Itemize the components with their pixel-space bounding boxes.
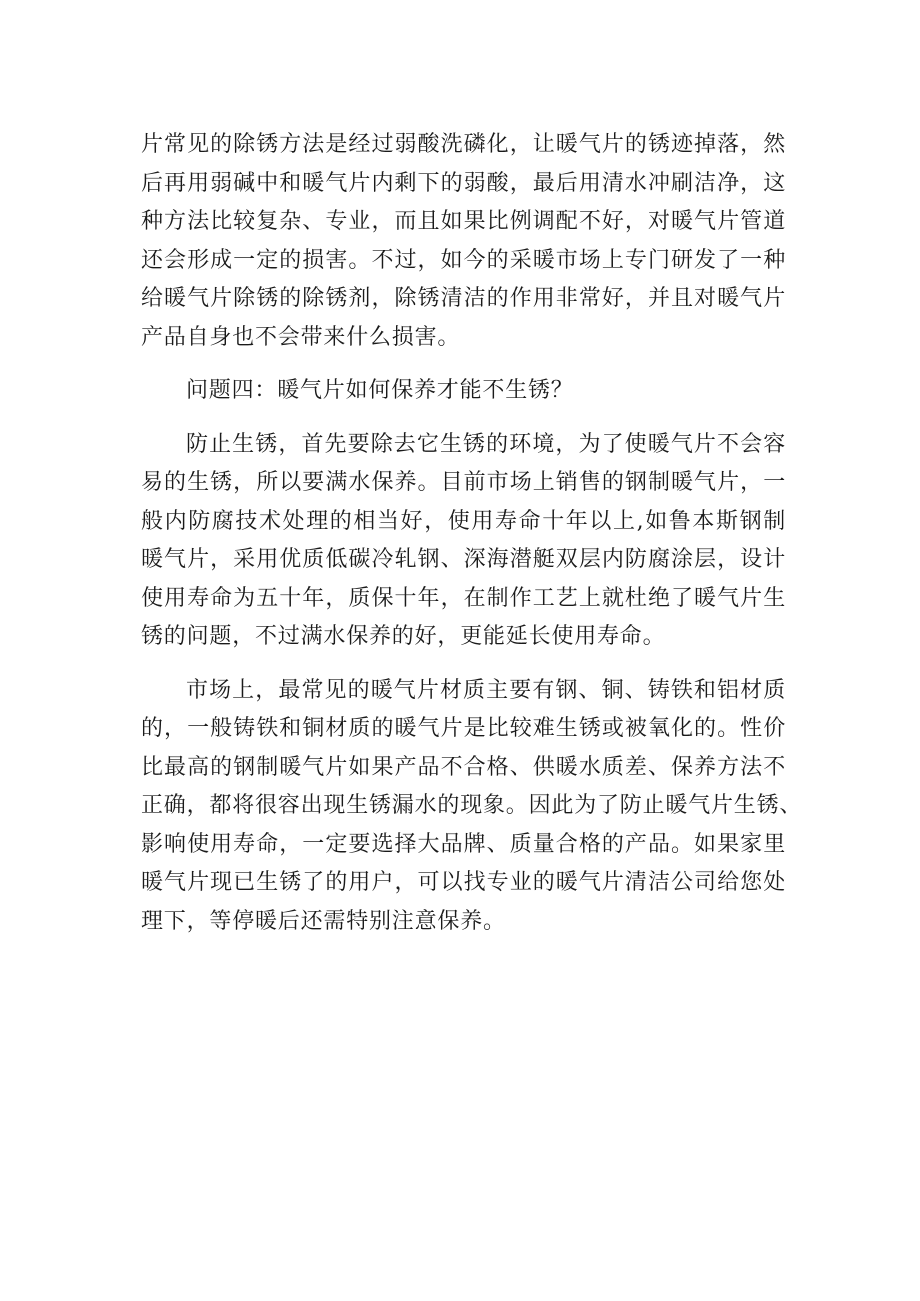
text-line: 防止生锈，首先要除去它生锈的环境，为了使暖气片不会容 [186, 431, 786, 457]
text-line: 片常见的除锈方法是经过弱酸洗磷化，让暖气片的锈迹掉落，然 [141, 132, 786, 157]
text-line: 正确，都将很容出现生锈漏水的现象。因此为了防止暖气片生锈、 [141, 793, 803, 818]
text-line: 种方法比较复杂、专业，而且如果比例调配不好，对暖气片管道 [141, 209, 786, 234]
document-page [141, 126, 803, 956]
question-heading [141, 372, 786, 411]
text-line: 后再用弱碱中和暖气片内剩下的弱酸，最后用清水冲刷洁净，这 [141, 170, 786, 196]
text-line: 市场上，最常见的暖气片材质主要有钢、铜、铸铁和铝材质 [186, 677, 786, 703]
text-line: 还会形成一定的损害。不过，如今的采暖市场上专门研发了一种 [141, 247, 786, 273]
text-line: 暖气片，采用优质低碳冷轧钢、深海潜艇双层内防腐涂层，设计 [141, 547, 786, 572]
paragraph-rust-removal [141, 126, 786, 357]
text-line: 锈的问题，不过满水保养的好，更能延长使用寿命。 [141, 624, 666, 649]
text-line: 影响使用寿命，一定要选择大品牌、质量合格的产品。如果家里 [141, 831, 786, 857]
paragraph-maintenance [141, 426, 786, 657]
text-line: 产品自身也不会带来什么损害。 [141, 324, 461, 350]
question-four-heading: 问题四：暖气片如何保养才能不生锈？ [186, 378, 574, 403]
text-line: 给暖气片除锈的除锈剂，除锈清洁的作用非常好，并且对暖气片 [141, 286, 786, 311]
text-line: 理下，等停暖后还需特别注意保养。 [141, 908, 506, 934]
text-line: 暖气片现已生锈了的用户，可以找专业的暖气片清洁公司给您处 [141, 870, 786, 895]
text-line: 般内防腐技术处理的相当好，使用寿命十年以上,如鲁本斯钢制 [141, 508, 786, 534]
text-line: 比最高的钢制暖气片如果产品不合格、供暖水质差、保养方法不 [141, 754, 786, 780]
text-line: 易的生锈，所以要满水保养。目前市场上销售的钢制暖气片，一 [141, 470, 786, 495]
text-line: 的，一般铸铁和铜材质的暖气片是比较难生锈或被氧化的。性价 [141, 716, 786, 741]
text-line: 使用寿命为五十年，质保十年，在制作工艺上就杜绝了暖气片生 [141, 585, 786, 611]
paragraph-materials [141, 672, 803, 942]
